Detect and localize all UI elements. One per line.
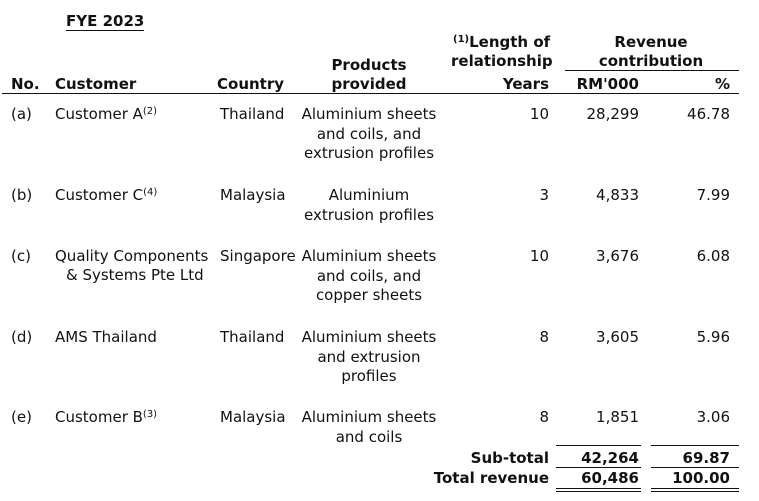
row-products-line: and coils, and (316, 124, 422, 143)
period-title: FYE 2023 (66, 12, 145, 30)
header-length-line1 (453, 32, 550, 52)
revenue-header-rule (565, 70, 739, 71)
row-country: Thailand (220, 328, 285, 346)
row-products-line: Aluminium sheets (301, 247, 437, 265)
row-customer (55, 185, 157, 205)
row-products-line: profiles (341, 367, 397, 385)
row-products-line: Aluminium sheets (301, 105, 437, 123)
header-length-line2: relationship (451, 52, 553, 70)
row-pct: 46.78 (687, 105, 730, 123)
row-years: 3 (539, 186, 549, 204)
row-years: 8 (539, 328, 549, 346)
subtotal-rm: 42,264 (581, 449, 639, 467)
rm-header-rule (565, 93, 639, 94)
footnote-marker: (1) (453, 34, 470, 45)
row-no: (e) (11, 408, 32, 426)
header-products-line2: provided (331, 75, 407, 93)
header-no: No. (11, 75, 40, 93)
row-rm: 3,605 (596, 328, 639, 346)
row-country: Malaysia (220, 408, 286, 426)
row-products-line: copper sheets (315, 286, 423, 304)
row-rm: 4,833 (596, 186, 639, 204)
row-products-line: Aluminium (328, 186, 410, 204)
row-no: (d) (11, 328, 33, 346)
row-years: 10 (529, 247, 549, 265)
row-products-line: extrusion profiles (303, 205, 435, 224)
row-customer (55, 407, 157, 427)
row-customer-name: Customer A (55, 105, 143, 123)
header-country: Country (217, 75, 285, 93)
row-customer (55, 246, 208, 266)
total-rule-pct-1 (651, 488, 739, 489)
row-years: 8 (539, 408, 549, 426)
row-rm: 28,299 (586, 105, 639, 123)
subtotal-top-rule-rm (556, 445, 641, 446)
total-pct: 100.00 (672, 469, 730, 487)
row-customer-name: Customer C (55, 186, 144, 204)
row-no: (c) (11, 247, 31, 265)
subtotal-pct: 69.87 (682, 449, 730, 467)
row-products-line: Aluminium sheets (301, 408, 437, 426)
total-label: Total revenue (433, 469, 549, 487)
header-pct: % (714, 75, 730, 93)
row-customer-name: Customer B (55, 408, 143, 426)
row-pct: 7.99 (696, 186, 730, 204)
row-years: 10 (529, 105, 549, 123)
row-customer-name: Quality Components (55, 247, 209, 265)
row-country: Malaysia (220, 186, 286, 204)
header-products-line1: Products (331, 56, 407, 74)
row-rm: 3,676 (596, 247, 639, 265)
row-customer (55, 327, 157, 347)
row-no: (a) (11, 105, 32, 123)
header-revenue-line1: Revenue (614, 33, 688, 51)
header-years: Years (502, 75, 549, 93)
row-pct: 3.06 (696, 408, 730, 426)
total-rule-rm-1 (556, 488, 641, 489)
row-customer-line2: & Systems Pte Ltd (66, 266, 204, 284)
row-country: Singapore (220, 247, 296, 265)
row-products-line: extrusion profiles (303, 144, 435, 162)
row-country: Thailand (220, 105, 285, 123)
header-rm: RM'000 (576, 75, 639, 93)
row-customer (55, 104, 157, 124)
subtotal-label: Sub-total (470, 449, 549, 467)
row-products-line: and extrusion (317, 347, 421, 366)
row-products-line: Aluminium sheets (301, 328, 437, 346)
header-length-text: Length of (469, 33, 551, 51)
row-customer-note: (2) (142, 106, 158, 117)
total-rule-pct-2 (651, 491, 739, 492)
total-rm: 60,486 (581, 469, 639, 487)
row-pct: 5.96 (696, 328, 730, 346)
row-rm: 1,851 (596, 408, 639, 426)
row-customer-note: (3) (142, 409, 158, 420)
row-products-line: and coils, and (316, 266, 422, 285)
total-rule-rm-2 (556, 491, 641, 492)
header-revenue-line2: contribution (598, 52, 704, 70)
row-pct: 6.08 (696, 247, 730, 265)
row-products-line: and coils (335, 427, 403, 446)
header-customer: Customer (55, 75, 137, 93)
row-no: (b) (11, 186, 33, 204)
row-customer-note: (4) (143, 187, 158, 198)
subtotal-top-rule-pct (651, 445, 739, 446)
row-customer-name: AMS Thailand (55, 328, 157, 346)
